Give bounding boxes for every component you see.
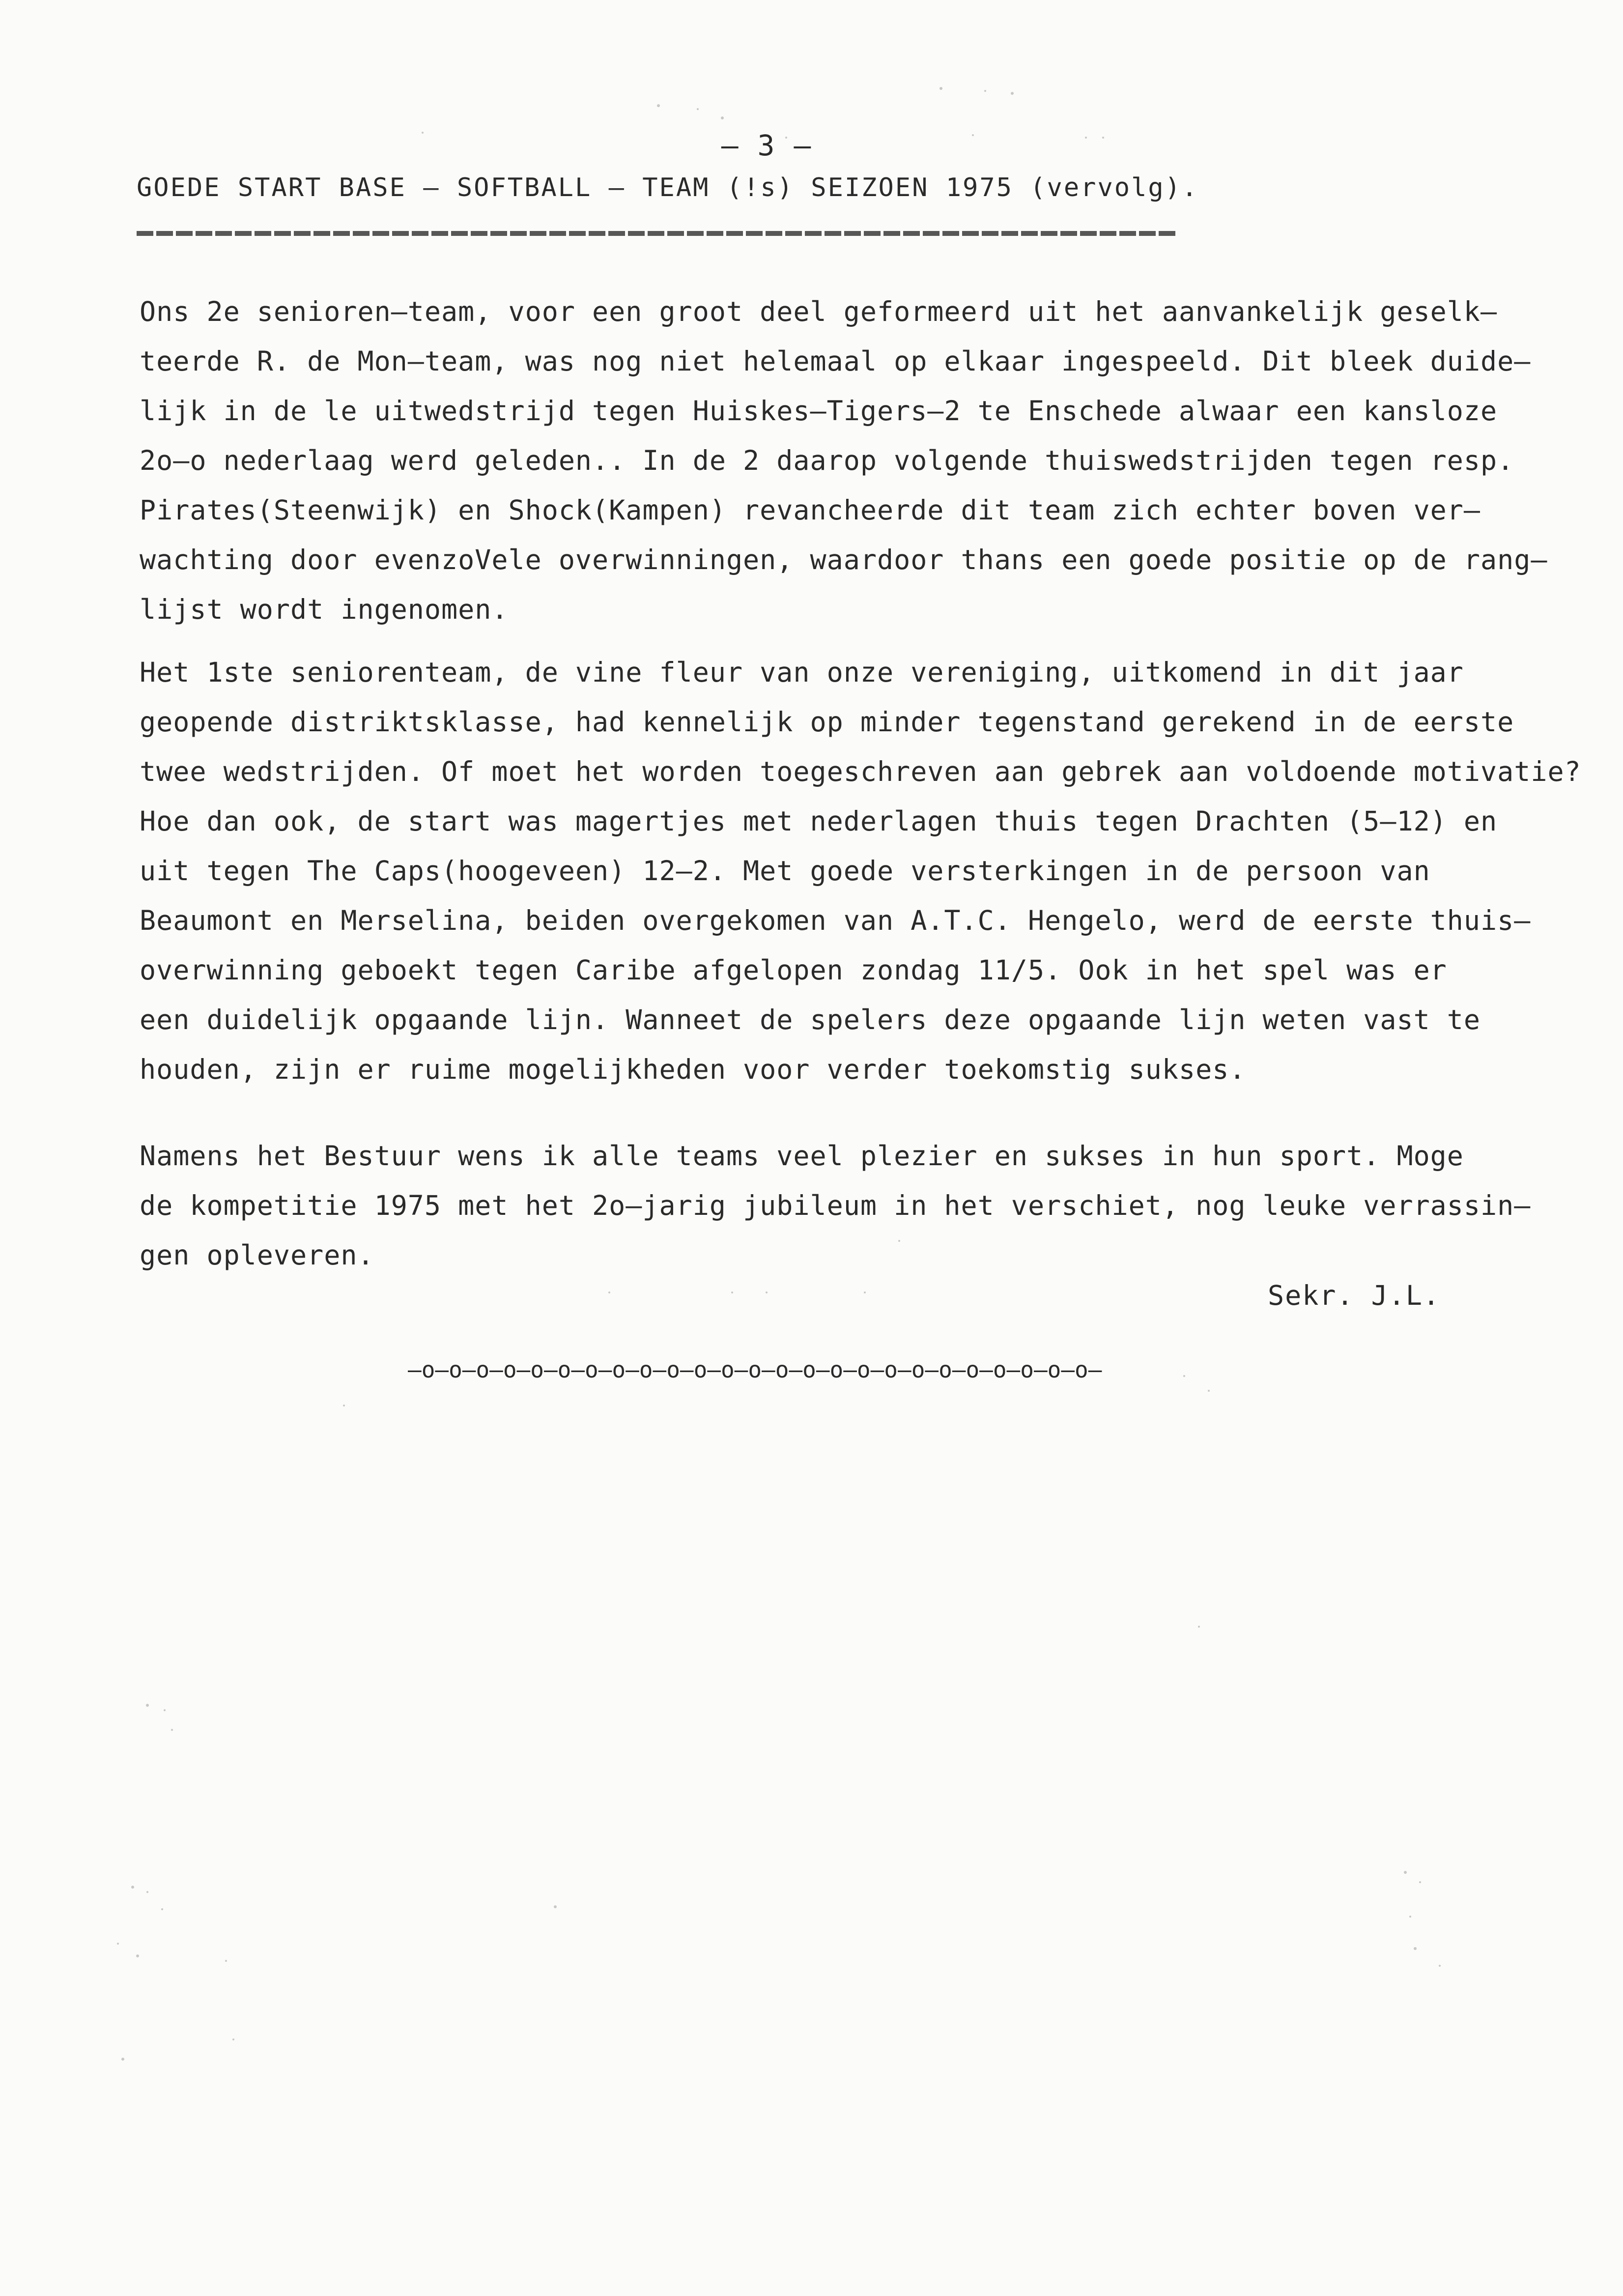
text-line: lijk in de le uitwedstrijd tegen Huiskes–Tigers–2 te Enschede alwaar een kansloze <box>140 395 1498 427</box>
paragraph-closing <box>140 1131 1531 1280</box>
text-line: twee wedstrijden. Of moet het worden toegeschreven aan gebrek aan voldoende motivatie? <box>140 756 1581 787</box>
text-line: Beaumont en Merselina, beiden overgekomen van A.T.C. Hengelo, werd de eerste thuis– <box>140 905 1531 936</box>
text-line: lijst wordt ingenomen. <box>140 594 509 625</box>
text-line: Hoe dan ook, de start was magertjes met nederlagen thuis tegen Drachten (5–12) en <box>140 805 1498 837</box>
text-line: Pirates(Steenwijk) en Shock(Kampen) revancheerde dit team zich echter boven ver– <box>140 494 1481 526</box>
text-line: geopende distriktsklasse, had kennelijk op minder tegenstand gerekend in de eerste <box>140 706 1514 738</box>
text-line: teerde R. de Mon–team, was nog niet helemaal op elkaar ingespeeld. Dit bleek duide– <box>140 345 1531 377</box>
text-line: overwinning geboekt tegen Caribe afgelopen zondag 11/5. Ook in het spel was er <box>140 954 1447 986</box>
heading-underline <box>137 231 1178 236</box>
text-line: Het 1ste seniorenteam, de vine fleur van onze vereniging, uitkomend in dit jaar <box>140 657 1464 688</box>
document-heading: GOEDE START BASE – SOFTBALL – TEAM (!s) SEIZOEN 1975 (vervolg). <box>137 173 1199 202</box>
text-line: een duidelijk opgaande lijn. Wanneet de spelers deze opgaande lijn weten vast te <box>140 1004 1481 1035</box>
text-line: 2o–o nederlaag werd geleden.. In de 2 daarop volgende thuiswedstrijden tegen resp. <box>140 445 1514 476</box>
text-line: de kompetitie 1975 met het 2o–jarig jubileum in het verschiet, nog leuke verrassin– <box>140 1190 1531 1221</box>
signature: Sekr. J.L. <box>1268 1280 1441 1311</box>
text-line: gen opleveren. <box>140 1239 374 1271</box>
text-line: Ons 2e senioren–team, voor een groot deel geformeerd uit het aanvankelijk geselk– <box>140 296 1498 327</box>
text-line: Namens het Bestuur wens ik alle teams veel plezier en sukses in hun sport. Moge <box>140 1140 1464 1172</box>
text-line: wachting door evenzoVele overwinningen, waardoor thans een goede positie op de rang– <box>140 544 1548 575</box>
text-line: houden, zijn er ruime mogelijkheden voor verder toekomstig sukses. <box>140 1054 1246 1085</box>
paragraph-second-team <box>140 287 1547 634</box>
section-separator: –o–o–o–o–o–o–o–o–o–o–o–o–o–o–o–o–o–o–o–o–o–o–o–o–o– <box>408 1356 1102 1383</box>
paragraph-first-team <box>140 648 1581 1094</box>
page-number: – 3 – <box>721 129 812 162</box>
text-line: uit tegen The Caps(hoogeveen) 12–2. Met goede versterkingen in de persoon van <box>140 855 1430 887</box>
